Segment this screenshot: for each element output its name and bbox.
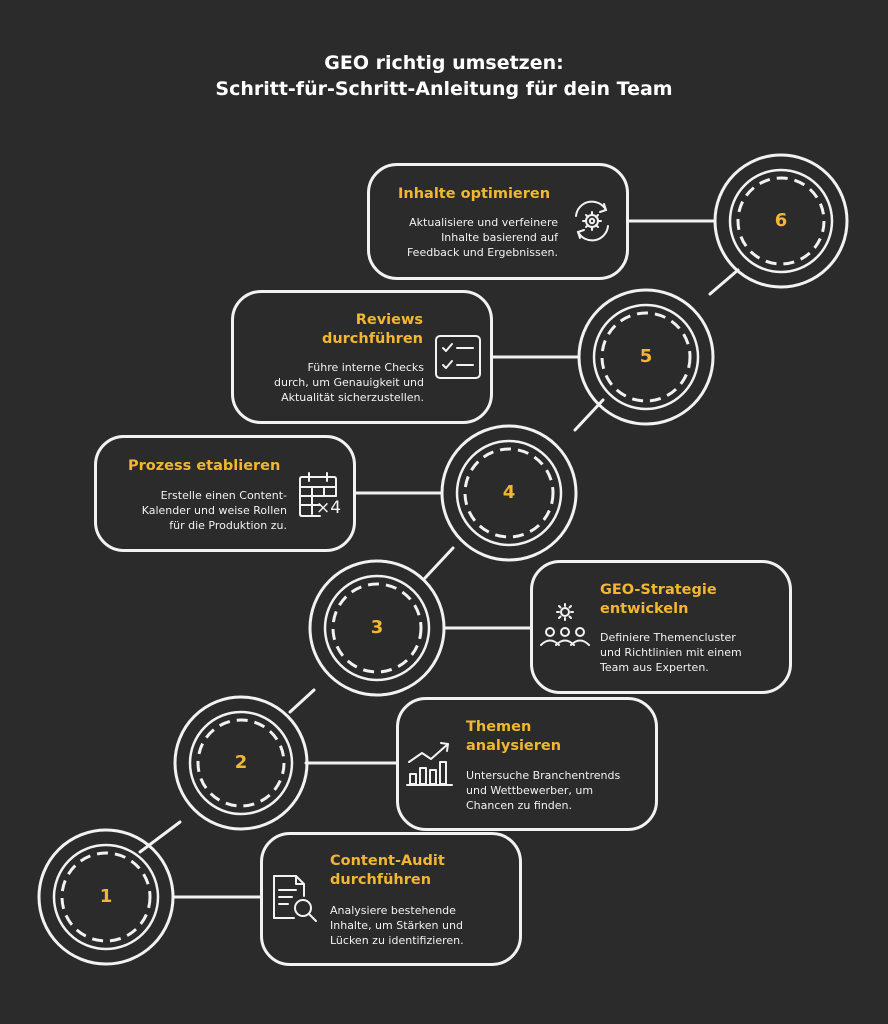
calendar-icon (296, 470, 348, 520)
trend-chart-icon (404, 738, 456, 788)
step-6-title: Inhalte optimieren (398, 186, 551, 202)
step-3-description: Definiere Themencluster und Richtlinien mit einem Team aus Experten. (600, 631, 742, 674)
document-search-icon (268, 872, 322, 924)
step-6-number: 6 (774, 210, 788, 231)
step-2-description: Untersuche Branchentrends und Wettbewerber, um Chancen zu finden. (466, 769, 621, 812)
diagram-title-line-1: GEO richtig umsetzen: (324, 52, 564, 74)
diagram-title-line-2: Schritt-für-Schritt-Anleitung für dein Team (215, 78, 673, 100)
step-6-description: Aktualisiere und verfeinere Inhalte basierend auf Feedback und Ergebnissen. (406, 216, 558, 259)
step-3-number: 3 (370, 617, 384, 638)
step-4-title: Prozess etablieren (128, 458, 281, 474)
connector-2-3 (290, 690, 314, 712)
step-5-title: Reviews durchführen (321, 312, 423, 347)
step-5-description: Führe interne Checks durch, um Genauigkeit und Aktualität sicherzustellen. (274, 361, 424, 404)
calendar-icon-multiplier: ×4 (316, 498, 342, 518)
team-gear-icon (538, 602, 592, 650)
step-3-title: GEO-Strategie entwickeln (600, 582, 717, 617)
step-2-title: Themen analysieren (466, 719, 562, 754)
step-4-number: 4 (502, 482, 516, 503)
step-1-title: Content-Audit durchführen (330, 853, 445, 888)
step-1-description: Analysiere bestehende Inhalte, um Stärken und Lücken zu identifizieren. (330, 904, 464, 947)
checklist-icon (432, 333, 484, 381)
step-4-description: Erstelle einen Content- Kalender und weise Rollen für die Produktion zu. (141, 489, 287, 532)
connector-1-2 (140, 822, 180, 852)
connector-5-6 (710, 270, 738, 294)
step-1-number: 1 (99, 886, 113, 907)
connector-3-4 (425, 548, 453, 578)
step-5-number: 5 (639, 346, 653, 367)
step-2-number: 2 (234, 752, 248, 773)
refresh-gear-icon (568, 198, 616, 244)
